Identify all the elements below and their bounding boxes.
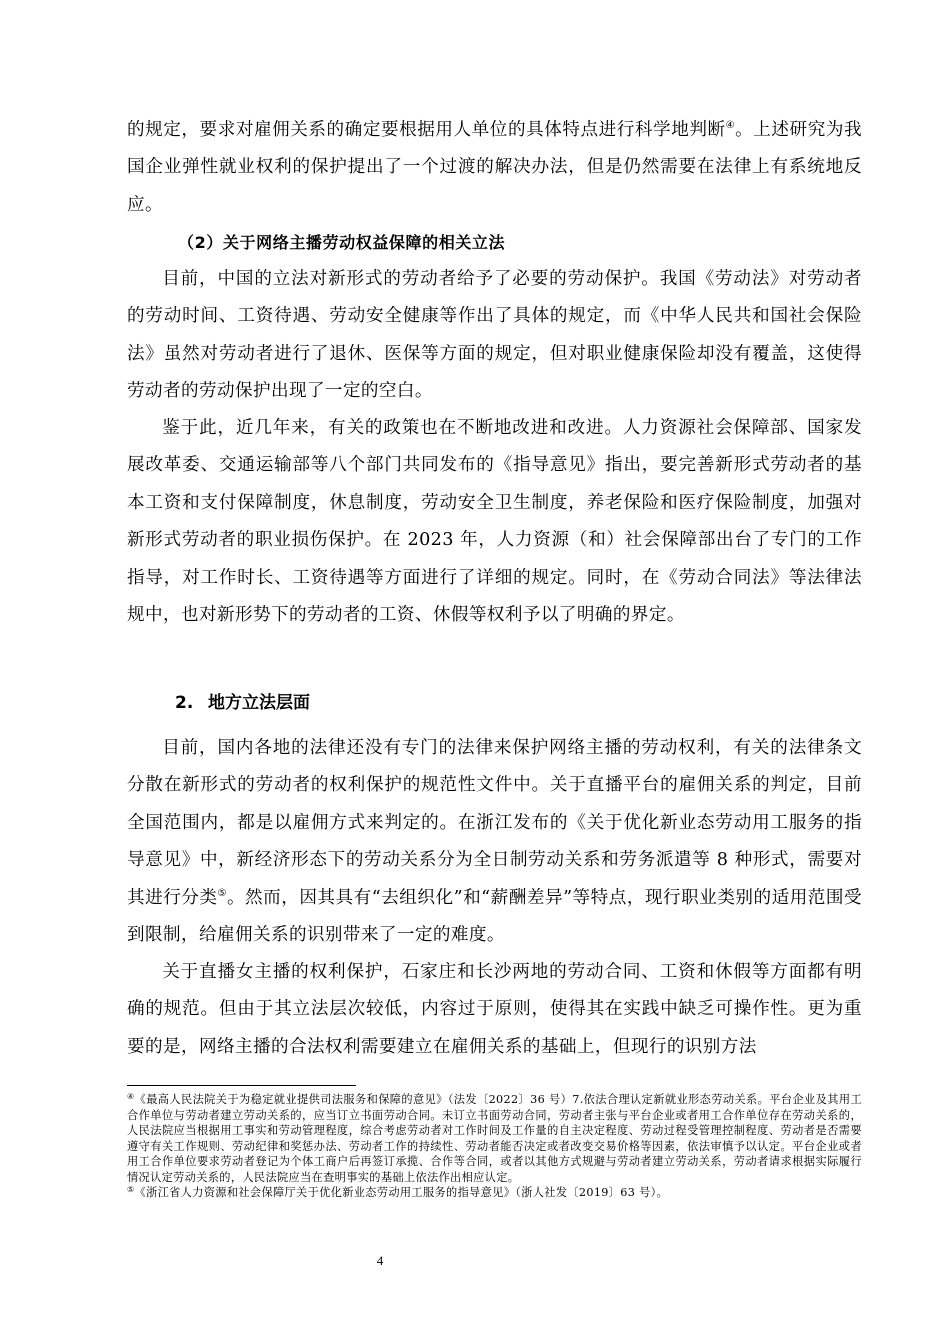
footnote-divider — [127, 1085, 356, 1086]
footnote-text: 《最高人民法院关于为稳定就业提供司法服务和保障的意见》（法发〔2022〕36 号）7.依法合理认定新就业形态劳动关系。平台企业及其用工合作单位与劳动者建立劳动关系的，应当订立书面劳动合同。未订立书面劳动合同，劳动者主张与平台企业或者用工合作单位存在劳动关系的，人民法院应当根据用工事实和劳动管理程度，综合考虑劳动者对工作时间及工作量的自主决定程度、劳动过程受管理控制程度、劳动者是否需要遵守有关工作规则、劳动纪律和奖惩办法、劳动者工作的持续性、劳动者能否决定或者改变交易价格等因素，依法审慎予以认定。平台企业或者用工合作单位要求劳动者登记为个体工商户后再签订承揽、合作等合同，或者以其他方式规避与劳动者建立劳动关系，劳动者请求根据实际履行情况认定劳动关系的，人民法院应当在查明事实的基础上依法作出相应认定。 — [127, 1093, 862, 1184]
paragraph-local-law — [127, 730, 862, 954]
page-number: 4 — [376, 1253, 384, 1268]
footnote-mark: ⑤ — [127, 1185, 135, 1194]
footnotes — [127, 1092, 862, 1201]
paragraph-text: 目前，国内各地的法律还没有专门的法律来保护网络主播的劳动权利，有关的法律条文分散在新形式的劳动者的权利保护的规范性文件中。关于直播平台的雇佣关系的判定，目前全国范围内，都是以雇佣方式来判定的。在浙江发布的《关于优化新业态劳动用工服务的指导意见》中，新经济形态下的劳动关系分为全日制劳动关系和劳务派遣等 8 种形式，需要对其进行分类 — [127, 738, 862, 908]
footnote-4 — [127, 1092, 862, 1185]
footnote-text: 《浙江省人力资源和社会保障厅关于优化新业态劳动用工服务的指导意见》（浙人社发〔2019〕63 号）。 — [134, 1186, 669, 1199]
paragraph-continuation — [127, 112, 862, 224]
paragraph-text: 。上述研究为我国企业弹性就业权利的保护提出了一个过渡的解决办法，但是仍然需要在法律上有系统地反应。 — [127, 120, 862, 215]
footnote-mark: ④ — [127, 1092, 135, 1101]
section-heading-local-legislation — [175, 688, 310, 718]
section-subheading: （2）关于网络主播劳动权益保障的相关立法 — [178, 233, 506, 252]
paragraph-policy: 鉴于此，近几年来，有关的政策也在不断地改进和改进。人力资源社会保障部、国家发展改革委、交通运输部等八个部门共同发布的《指导意见》指出，要完善新形式劳动者的基本工资和支付保障制度，休息制度，劳动安全卫生制度，养老保险和医疗保险制度，加强对新形式劳动者的职业损伤保护。在 2023 年，人力资源（和）社会保障部出台了专门的工作指导，对工作时长、工资待遇等方面进行了详细的规定。同时，在《劳动合同法》等法律法规中，也对新形势下的劳动者的工资、休假等权利予以了明确的界定。 — [127, 418, 862, 626]
paragraph-text: 的规定，要求对雇佣关系的确定要根据用人单位的具体特点进行科学地判断 — [127, 120, 726, 140]
paragraph-text: 。然而，因其具有“去组织化”和“薪酬差异”等特点，现行职业类别的适用范围受到限制，给雇佣关系的识别带来了一定的难度。 — [127, 887, 862, 946]
heading-text: 地方立法层面 — [208, 693, 310, 713]
footnote-ref-4[interactable]: ④ — [725, 120, 736, 131]
paragraph-female-streamer: 关于直播女主播的权利保护，石家庄和长沙两地的劳动合同、工资和休假等方面都有明确的规范。但由于其立法层次较低，内容过于原则，使得其在实践中缺乏可操作性。更为重要的是，网络主播的合法权利需要建立在雇佣关系的基础上，但现行的识别方法 — [127, 962, 862, 1057]
footnote-5 — [127, 1185, 862, 1201]
paragraph-labor-law: 目前，中国的立法对新形式的劳动者给予了必要的劳动保护。我国《劳动法》对劳动者的劳动时间、工资待遇、劳动安全健康等作出了具体的规定，而《中华人民共和国社会保险法》虽然对劳动者进行了退休、医保等方面的规定，但对职业健康保险却没有覆盖，这使得劳动者的劳动保护出现了一定的空白。 — [127, 269, 862, 402]
footnote-ref-5[interactable]: ⑤ — [217, 887, 227, 899]
heading-number: 2. — [175, 693, 194, 713]
